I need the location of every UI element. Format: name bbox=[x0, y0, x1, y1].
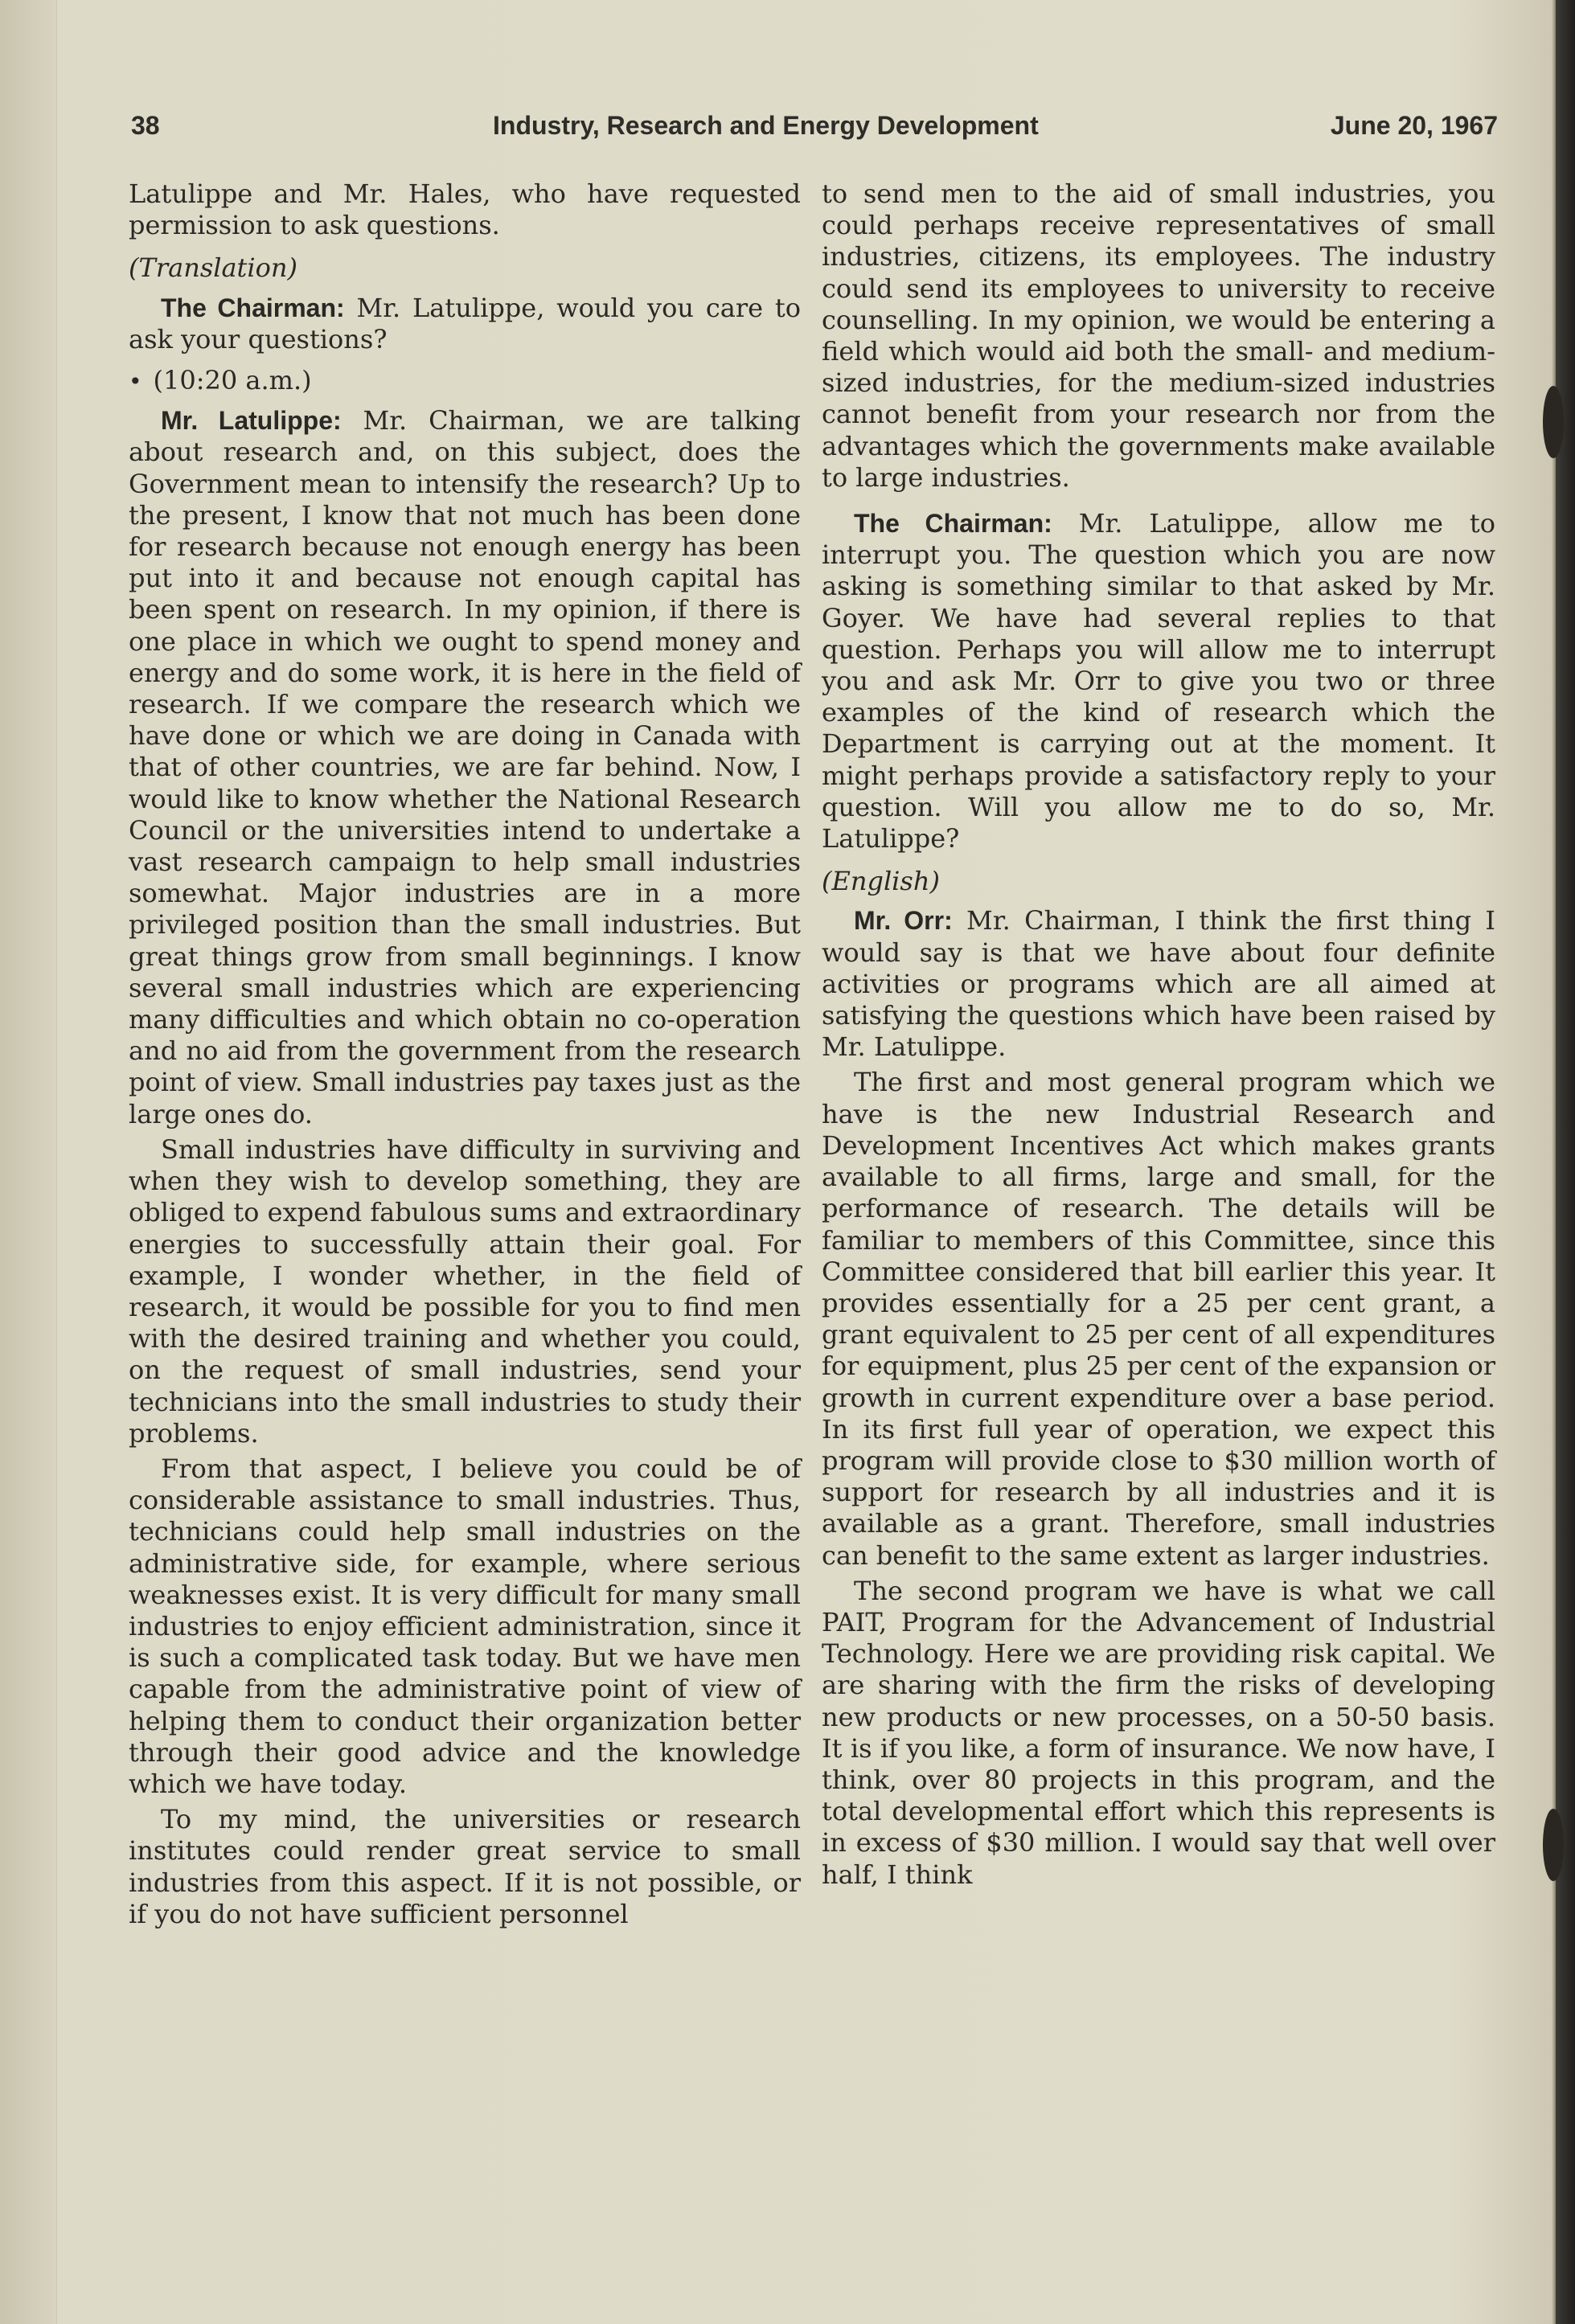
language-note: (Translation) bbox=[129, 252, 297, 284]
time-text: (10:20 a.m.) bbox=[153, 365, 312, 396]
running-header bbox=[131, 111, 1498, 148]
page-binding-edge bbox=[0, 0, 57, 2324]
right-column bbox=[822, 178, 1495, 1895]
paragraph bbox=[129, 405, 801, 1130]
paragraph bbox=[822, 905, 1495, 1063]
punch-hole-lower bbox=[1543, 1809, 1564, 1881]
paragraph: Small industries have difficulty in surviving and when they wish to develop something, they are obliged to expend fabulous sums and extraordinary energies to successfully attain their goal. For example, I wonder whether, in the field of research, it would be possible for you to find men with the desired training and whether you could, on the request of small industries, send your technicians into the small industries to study their problems. bbox=[129, 1133, 801, 1449]
speech-text: Mr. Latulippe, allow me to interrupt you. The question which you are now asking is something similar to that asked by Mr. Goyer. We have had several replies to that question. Perhaps you will allow me to interrupt you and ask Mr. Orr to give you two or three examples of the kind of research which the Department is carrying out at the moment. It might perhaps provide a satisfactory reply to your question. Will you allow me to do so, Mr. Latulippe? bbox=[822, 508, 1496, 855]
paragraph: The second program we have is what we call PAIT, Program for the Advancement of Industrial Technology. Here we are providing risk capital. We are sharing with the firm the risks of developing new products or new processes, on a 50-50 basis. It is if you like, a form of insurance. We now have, I think, over 80 projects in this program, and the total developmental effort which this represents is in excess of $30 million. I would say that well over half, I think bbox=[822, 1575, 1495, 1890]
paragraph: to send men to the aid of small industries, you could perhaps receive representatives of small industries, citizens, its employees. The industry could send its employees to university to receive counselling. In my opinion, we would be entering a field which would aid both the small- and medium-sized industries, for the medium-sized industries cannot benefit from your research nor from the advantages which the governments make available to large industries. bbox=[822, 178, 1495, 493]
paragraph: To my mind, the universities or research institutes could render great service to small industries from this aspect. If it is not possible, or if you do not have sufficient personnel bbox=[129, 1804, 801, 1929]
paragraph bbox=[822, 508, 1495, 855]
page-right-edge bbox=[1556, 0, 1575, 2324]
time-stamp bbox=[129, 365, 801, 397]
speaker-name: The Chairman: bbox=[854, 509, 1052, 539]
speech-text: Mr. Chairman, we are talking about research and, on this subject, does the Government mean to intensify the research? Up to the present, I know that not much has been done for research because not enough energy has been put into it and because not enough capital has been spent on research. In my opinion, if there is one place in which we ought to spend money and energy and do some work, it is here in the field of research. If we compare the research which we have done or which we are doing in Canada with that of other countries, we are far behind. Now, I would like to know whether the National Research Council or the universities intend to undertake a vast research campaign to help small industries somewhat. Major industries are in a more privileged position than the small industries. But great things grow from small beginnings. I know several small industries which are experiencing many difficulties and which obtain no co-operation and no aid from the government from the research point of view. Small industries pay taxes just as the large ones do. bbox=[129, 405, 802, 1129]
paragraph bbox=[129, 293, 801, 355]
header-title: Industry, Research and Energy Development bbox=[493, 111, 1039, 140]
speaker-name: The Chairman: bbox=[161, 293, 345, 322]
language-note: (English) bbox=[822, 866, 940, 897]
speaker-name: Mr. Latulippe: bbox=[161, 406, 342, 436]
bullet-icon: • bbox=[129, 368, 142, 396]
paragraph: Latulippe and Mr. Hales, who have requested permission to ask questions. bbox=[129, 178, 801, 241]
speech-text: Mr. Chairman, I think the first thing I would say is that we have about four definite activities or programs which are all aimed at satisfying the questions which have been raised by Mr. Latulippe. bbox=[822, 905, 1496, 1063]
header-date: June 20, 1967 bbox=[1330, 111, 1498, 140]
speaker-name: Mr. Orr: bbox=[854, 906, 953, 936]
page-number: 38 bbox=[131, 111, 160, 140]
punch-hole-upper bbox=[1543, 386, 1564, 458]
left-column bbox=[129, 178, 801, 1934]
paragraph: From that aspect, I believe you could be of considerable assistance to small industries. Thus, technicians could help small industries on the administrative side, for example, where serious weaknesses exist. It is very difficult for many small industries to enjoy efficient administration, since it is such a complicated task today. But we have men capable from the administrative point of view of helping them to conduct their organization better through their good advice and the knowledge which we have today. bbox=[129, 1453, 801, 1799]
speech-text: Mr. Latulippe, would you care to ask your questions? bbox=[129, 292, 802, 355]
paragraph: The first and most general program which we have is the new Industrial Research and Development Incentives Act which makes grants available to all firms, large and small, for the performance of research. The details will be familiar to members of this Committee, since this Committee considered that bill earlier this year. It provides essentially for a 25 per cent grant, a grant equivalent to 25 per cent of all expenditures for equipment, plus 25 per cent of the expansion or growth in current expenditure over a base period. In its first full year of operation, we expect this program will provide close to $30 million worth of support for research by all industries and it is available as a grant. Therefore, small industries can benefit to the same extent as larger industries. bbox=[822, 1067, 1495, 1571]
